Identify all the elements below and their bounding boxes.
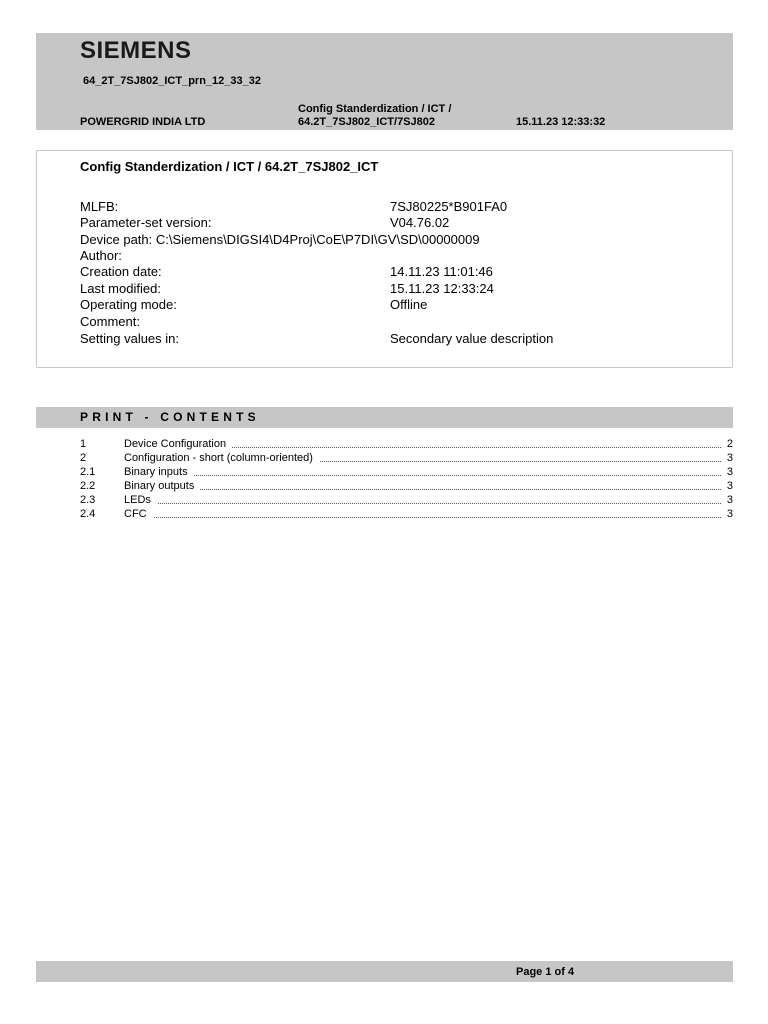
info-row-mlfb — [80, 199, 720, 216]
print-datetime: 15.11.23 12:33:32 — [516, 116, 606, 128]
info-row-comment — [80, 314, 720, 331]
config-path-line1: Config Standerdization / ICT / — [298, 103, 452, 115]
info-value: 7SJ80225*B901FA0 — [390, 199, 508, 214]
toc-text: Binary outputs — [124, 480, 200, 492]
toc-item[interactable] — [80, 452, 733, 466]
toc-text: CFC — [124, 508, 153, 520]
info-label: Comment: — [80, 314, 140, 329]
toc-leader — [124, 503, 721, 504]
print-contents-title: PRINT - CONTENTS — [80, 410, 260, 424]
toc-number: 2.1 — [80, 466, 96, 478]
device-info-box — [36, 150, 733, 368]
toc-text: Device Configuration — [124, 438, 232, 450]
info-row-setting-values — [80, 331, 720, 348]
info-row-operating-mode — [80, 297, 720, 314]
info-row-device-path — [80, 232, 720, 249]
toc-text: Configuration - short (column-oriented) — [124, 452, 319, 464]
info-value: Secondary value description — [390, 331, 554, 346]
info-label: MLFB: — [80, 199, 119, 214]
info-value: Offline — [390, 297, 428, 312]
info-row-creation-date — [80, 264, 720, 281]
info-label: Device path: C:\Siemens\DIGSI4\D4Proj\CoE\P7DI\GV\SD\00000009 — [80, 232, 480, 247]
toc-item[interactable] — [80, 494, 733, 508]
toc-page: 3 — [726, 494, 733, 506]
info-title: Config Standerdization / ICT / 64.2T_7SJ802_ICT — [80, 159, 379, 174]
info-row-parameter-set — [80, 215, 720, 232]
page-footer — [36, 961, 733, 982]
toc-leader — [124, 475, 721, 476]
toc-item[interactable] — [80, 466, 733, 480]
toc-page: 3 — [726, 480, 733, 492]
info-label: Author: — [80, 248, 122, 263]
print-contents-bar — [36, 407, 733, 428]
toc-page: 3 — [726, 508, 733, 520]
info-label: Last modified: — [80, 281, 161, 296]
toc-number: 2 — [80, 452, 87, 464]
info-label: Setting values in: — [80, 331, 180, 346]
toc-leader — [124, 489, 721, 490]
info-value: 14.11.23 11:01:46 — [390, 264, 493, 279]
toc-item[interactable] — [80, 480, 733, 494]
toc-item[interactable] — [80, 438, 733, 452]
toc-number: 2.2 — [80, 480, 96, 492]
toc-page: 2 — [726, 438, 733, 450]
print-filename: 64_2T_7SJ802_ICT_prn_12_33_32 — [83, 75, 261, 87]
info-label: Parameter-set version: — [80, 215, 212, 230]
company-name: POWERGRID INDIA LTD — [80, 116, 206, 128]
info-label: Operating mode: — [80, 297, 177, 312]
toc-item[interactable] — [80, 508, 733, 522]
page-number: Page 1 of 4 — [516, 966, 575, 978]
toc-number: 2.3 — [80, 494, 96, 506]
toc-page: 3 — [726, 466, 733, 478]
info-label: Creation date: — [80, 264, 162, 279]
info-value: 15.11.23 12:33:24 — [390, 281, 494, 296]
toc-number: 2.4 — [80, 508, 96, 520]
toc-text: Binary inputs — [124, 466, 194, 478]
config-path-line2: 64.2T_7SJ802_ICT/7SJ802 — [298, 116, 435, 128]
toc-number: 1 — [80, 438, 87, 450]
info-row-last-modified — [80, 281, 720, 298]
info-value: V04.76.02 — [390, 215, 450, 230]
toc-leader — [124, 517, 721, 518]
toc-text: LEDs — [124, 494, 157, 506]
info-row-author — [80, 248, 720, 265]
page-header — [36, 33, 733, 130]
config-path — [298, 103, 451, 129]
toc-page: 3 — [726, 452, 733, 464]
siemens-logo: SIEMENS — [80, 37, 192, 64]
